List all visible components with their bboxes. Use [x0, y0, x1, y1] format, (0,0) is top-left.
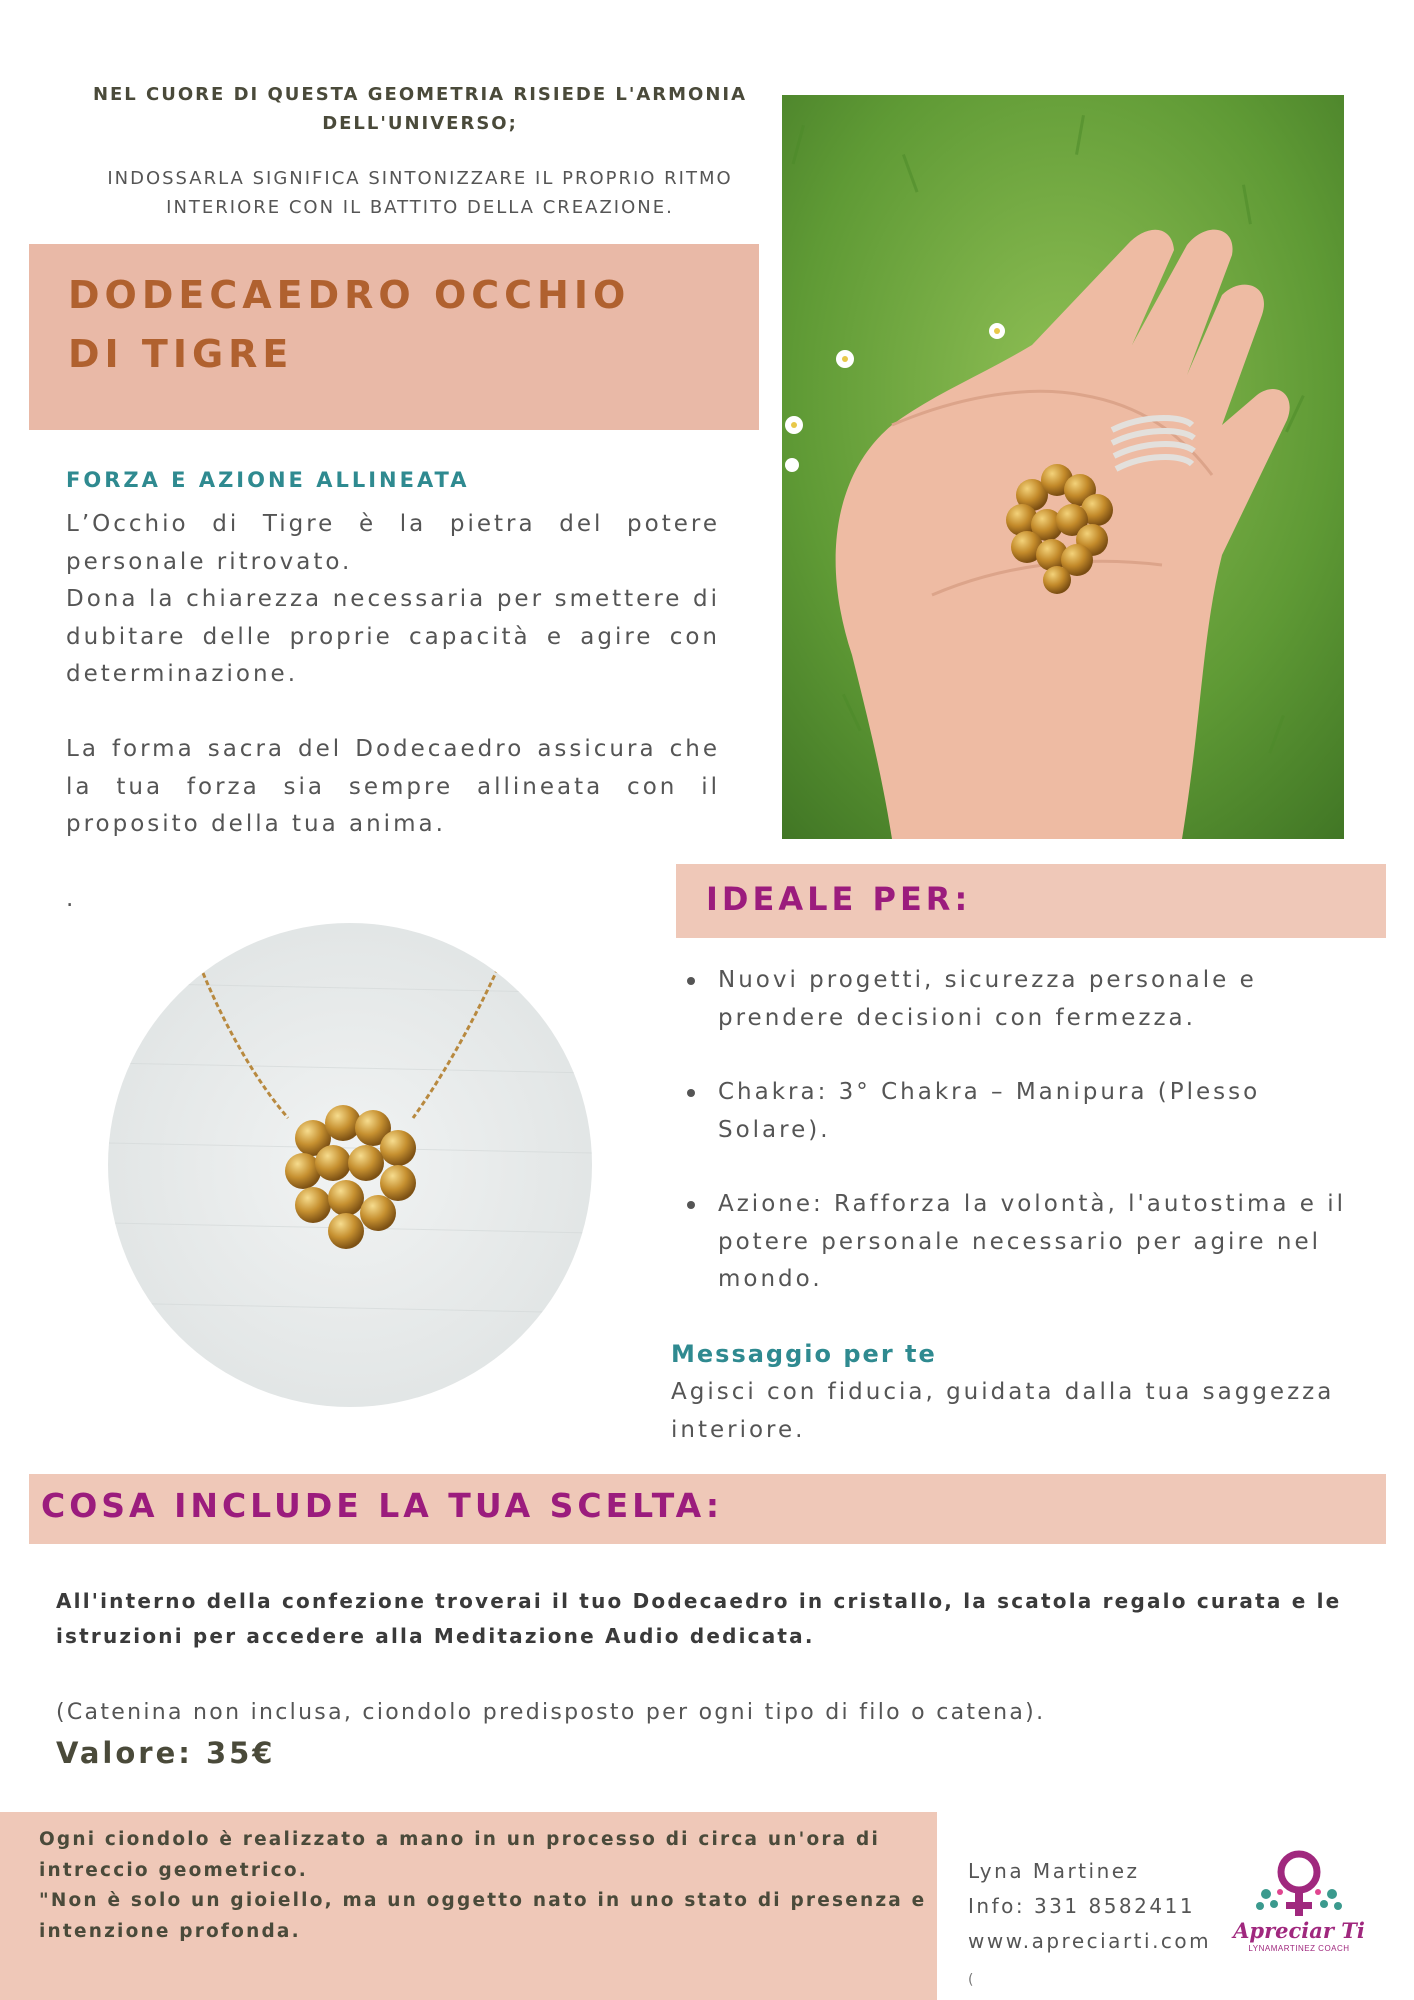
- venus-symbol-icon: [1228, 1848, 1370, 1920]
- ideale-list: [684, 962, 1374, 1336]
- list-item: Nuovi progetti, sicurezza personale e prendere decisioni con fermezza.: [684, 962, 1374, 1037]
- ideale-banner: [676, 864, 1386, 938]
- product-title-line1: DODECAEDRO OCCHIO: [68, 273, 631, 317]
- contact-name: Lyna Martinez: [968, 1859, 1140, 1883]
- body-paragraph: Dona la chiarezza necessaria per smettere di dubitare delle proprie capacità e agire con determinazione.: [66, 586, 720, 687]
- footer-text: [39, 1825, 929, 1947]
- include-heading: COSA INCLUDE LA TUA SCELTA:: [41, 1486, 724, 1525]
- intro-subquote: INDOSSARLA SIGNIFICA SINTONIZZARE IL PROPRIO RITMO INTERIORE CON IL BATTITO DELLA CREAZIONE.: [107, 168, 733, 218]
- price: Valore: 35€: [56, 1736, 276, 1770]
- dot-text: .: [66, 886, 74, 912]
- contact-website[interactable]: www.apreciarti.com: [968, 1929, 1212, 1953]
- message-text: Agisci con fiducia, guidata dalla tua saggezza interiore.: [671, 1379, 1335, 1443]
- product-title-line2: DI TIGRE: [68, 332, 294, 376]
- footer-banner: [0, 1812, 937, 2000]
- body-spacer: [66, 694, 720, 732]
- footer-line: "Non è solo un gioiello, ma un oggetto nato in uno stato di presenza e intenzione profonda.: [39, 1890, 927, 1942]
- brand-logo: [1228, 1848, 1370, 1958]
- footer-line: Ogni ciondolo è realizzato a mano in un processo di circa un'ora di intreccio geometrico.: [39, 1829, 880, 1881]
- chain-note: (Catenina non inclusa, ciondolo predisposto per ogni tipo di filo o catena).: [56, 1700, 1046, 1725]
- logo-subtitle: LYNAMARTINEZ COACH: [1248, 1944, 1350, 1953]
- body-paragraph: La forma sacra del Dodecaedro assicura che la tua forza sia sempre allineata con il proposito della tua anima.: [66, 736, 720, 837]
- body-paragraph: L’Occhio di Tigre è la pietra del potere personale ritrovato.: [66, 511, 720, 575]
- include-body: All'interno della confezione troverai il tuo Dodecaedro in cristallo, la scatola regalo curata e le istruzioni per accedere alla Meditazione Audio dedicata.: [56, 1589, 1342, 1648]
- product-title: [68, 266, 630, 384]
- contact-phone[interactable]: Info: 331 8582411: [968, 1894, 1196, 1918]
- intro-quote: NEL CUORE DI QUESTA GEOMETRIA RISIEDE L'ARMONIA DELL'UNIVERSO;: [92, 84, 748, 134]
- contact-info: [968, 1854, 1211, 1959]
- section-body: [66, 506, 720, 844]
- include-banner: [29, 1474, 1386, 1544]
- logo-wordmark: Apreciar Ti: [1233, 1918, 1365, 1943]
- necklace-photo: [108, 923, 592, 1407]
- list-item: Chakra: 3° Chakra – Manipura (Plesso Solare).: [684, 1074, 1374, 1149]
- section-heading: FORZA E AZIONE ALLINEATA: [66, 468, 470, 492]
- list-item: Azione: Rafforza la volontà, l'autostima e il potere personale necessario per agire nel mondo.: [684, 1186, 1374, 1299]
- message-heading: Messaggio per te: [671, 1340, 937, 1368]
- hand-photo: [782, 95, 1344, 839]
- ideale-heading: IDEALE PER:: [706, 880, 972, 918]
- title-banner: [29, 244, 759, 430]
- stray-parenthesis: (: [968, 1972, 974, 1988]
